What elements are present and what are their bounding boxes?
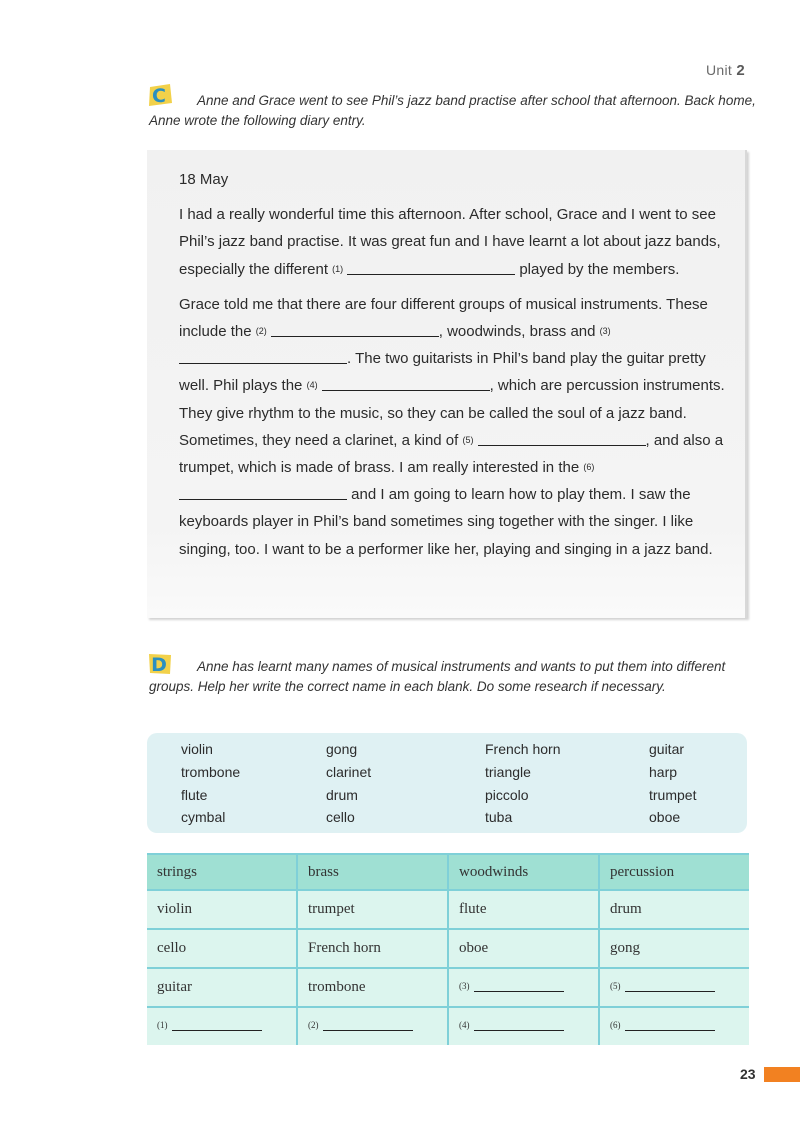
word-bank-item: guitar: [649, 741, 685, 757]
blank-number: (5): [610, 980, 621, 991]
word-bank-item: gong: [326, 741, 358, 757]
table-answer-blank-4[interactable]: [474, 1018, 564, 1031]
blank-number: (1): [157, 1019, 168, 1030]
table-cell-blank[interactable]: [599, 968, 749, 1007]
word-bank-item: triangle: [485, 764, 531, 780]
table-cell: gong: [599, 929, 749, 968]
column-header-woodwinds: woodwinds: [448, 854, 599, 890]
blank-number: (4): [459, 1019, 470, 1030]
table-cell-blank[interactable]: [599, 1007, 749, 1045]
table-answer-blank-2[interactable]: [323, 1018, 413, 1031]
section-c-instructions: Anne and Grace went to see Phil’s jazz band practise after school that afternoon. Back home, Anne wrote the following diary entry.: [149, 93, 756, 128]
table-answer-blank-6[interactable]: [625, 1018, 715, 1031]
unit-label: Unit 2: [706, 62, 745, 79]
diary-date: 18 May: [179, 171, 229, 188]
blank-number: (5): [462, 434, 474, 445]
unit-number: 2: [736, 62, 745, 79]
table-cell-blank[interactable]: [448, 1007, 599, 1045]
word-bank-item: trombone: [181, 764, 241, 780]
blank-number: (6): [610, 1019, 621, 1030]
table-cell-blank[interactable]: [448, 968, 599, 1007]
diary-paragraph-2: Grace told me that there are four different groups of musical instruments. These include the (2) , woodwinds, brass and (3). The two guitarists in Phil’s band play the guitar pretty well. Phil plays the (4) , which are percussion instruments. They give rhythm to the music, so they can be called the soul of a jazz band. Sometimes, they need a clarinet, a kind of (5) , and also a trumpet, which is made of brass. I am really interested in the (6) and I am going to learn how to play them. I saw the keyboards player in Phil’s band sometimes sing together with the singer. I like singing, too. I want to be a performer like her, playing and singing in a jazz band.: [179, 295, 725, 558]
diary-entry: [147, 150, 747, 618]
word-bank: [147, 733, 747, 833]
word-bank-item: violin: [181, 741, 213, 757]
table-cell: oboe: [448, 929, 599, 968]
word-bank-item: tuba: [485, 809, 513, 825]
answer-blank-4[interactable]: [322, 376, 490, 391]
column-header-percussion: percussion: [599, 854, 749, 890]
section-d-instructions: Anne has learnt many names of musical instruments and wants to put them into different groups. Help her write the correct name in each blank. Do some research if necessary.: [149, 659, 726, 694]
table-row: [147, 929, 749, 968]
table-cell-blank[interactable]: [147, 1007, 297, 1045]
answer-blank-2[interactable]: [271, 322, 439, 337]
table-cell: trombone: [297, 968, 448, 1007]
word-bank-item: piccolo: [485, 787, 529, 803]
word-bank-item: trumpet: [649, 787, 697, 803]
column-header-brass: brass: [297, 854, 448, 890]
word-bank-item: French horn: [485, 741, 561, 757]
word-bank-item: oboe: [649, 809, 681, 825]
blank-number: (3): [459, 980, 470, 991]
table-answer-blank-5[interactable]: [625, 979, 715, 992]
table-answer-blank-3[interactable]: [474, 979, 564, 992]
answer-blank-1[interactable]: [347, 260, 515, 275]
table-row: [147, 1007, 749, 1045]
word-bank-item: flute: [181, 787, 208, 803]
blank-number: (1): [332, 263, 344, 274]
table-cell-blank[interactable]: [297, 1007, 448, 1045]
table-cell: cello: [147, 929, 297, 968]
table-cell: French horn: [297, 929, 448, 968]
blank-number: (3): [599, 326, 611, 337]
column-header-strings: strings: [147, 854, 297, 890]
section-c-letter: C: [152, 85, 166, 106]
table-cell: guitar: [147, 968, 297, 1007]
blank-number: (2): [308, 1019, 319, 1030]
answer-blank-6[interactable]: [179, 485, 347, 500]
table-cell: drum: [599, 890, 749, 929]
table-cell: trumpet: [297, 890, 448, 929]
blank-number: (4): [306, 380, 318, 391]
section-d-letter: D: [151, 654, 167, 675]
table-cell: violin: [147, 890, 297, 929]
answer-blank-3[interactable]: [179, 349, 347, 364]
instrument-groups-table: [147, 853, 749, 1045]
word-bank-item: cymbal: [181, 809, 226, 825]
table-answer-blank-1[interactable]: [172, 1018, 262, 1031]
page-number: 23: [740, 1066, 756, 1082]
word-bank-item: drum: [326, 787, 358, 803]
blank-number: (2): [255, 326, 267, 337]
blank-number: (6): [583, 462, 595, 473]
word-bank-item: clarinet: [326, 764, 372, 780]
answer-blank-5[interactable]: [478, 431, 646, 446]
table-row: [147, 968, 749, 1007]
diary-paragraph-1: I had a really wonderful time this afternoon. After school, Grace and I went to see Phil’s jazz band practise. It was great fun and I have learnt a lot about jazz bands, especially the different (1) played by the members.: [179, 206, 721, 278]
page-tab-accent: [764, 1067, 800, 1082]
word-bank-item: harp: [649, 764, 678, 780]
table-row: [147, 890, 749, 929]
word-bank-item: cello: [326, 809, 355, 825]
table-cell: flute: [448, 890, 599, 929]
table-header-row: [147, 854, 749, 890]
